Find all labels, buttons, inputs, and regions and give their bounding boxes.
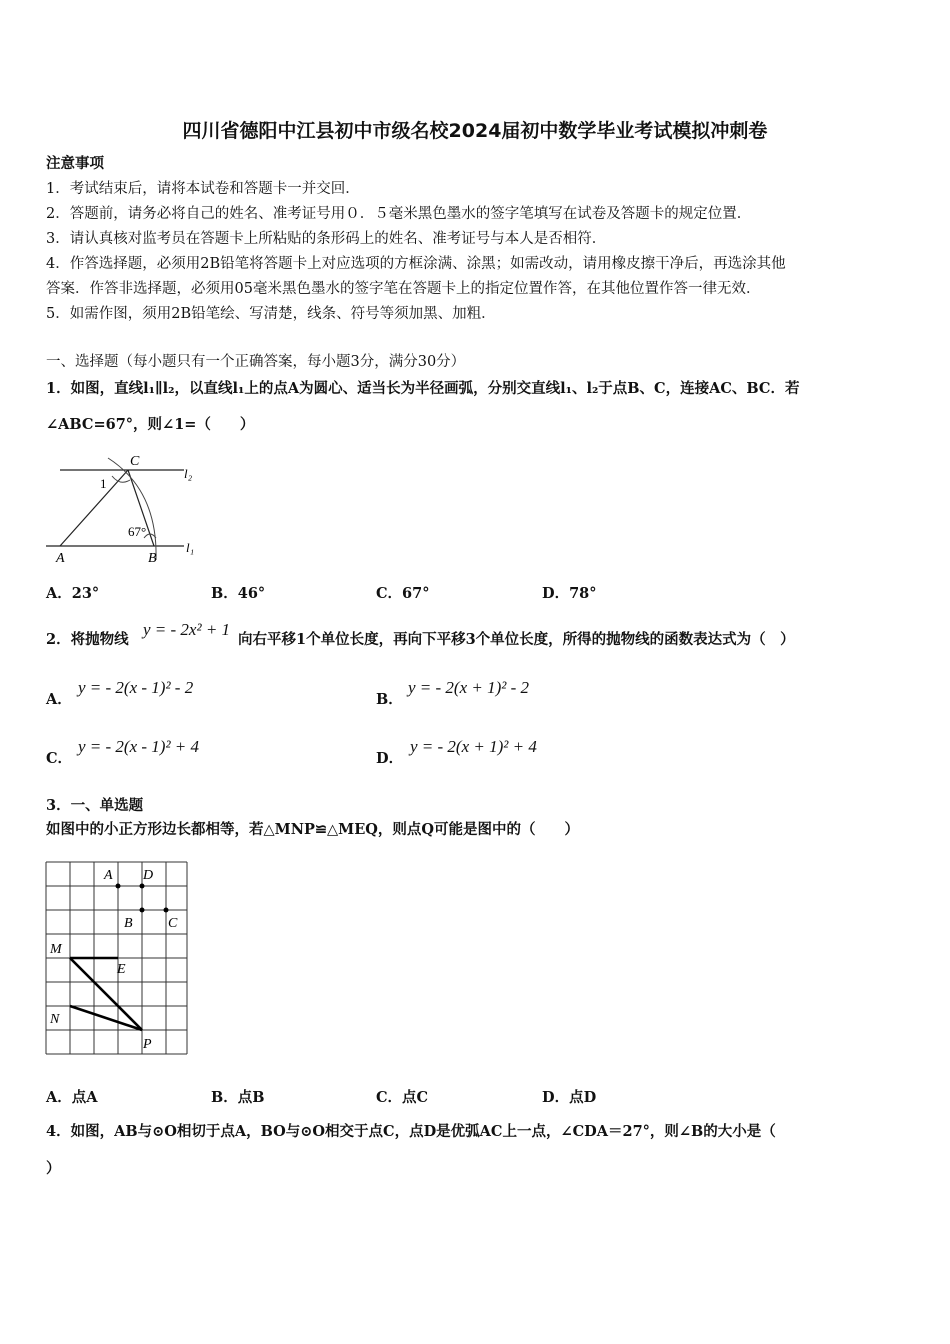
q2-option-c-label[interactable]: C． — [46, 750, 73, 767]
q2-formula: y = - 2x² + 1 — [143, 620, 231, 639]
q3-grid-figure — [44, 860, 192, 1058]
q2-option-c-expr[interactable]: y = - 2(x - 1)² + 4 — [78, 737, 200, 756]
q2-option-a-label[interactable]: A． — [46, 691, 72, 708]
q2-stem-post: 向右平移1个单位长度，再向下平移3个单位长度，所得的抛物线的函数表达式为（ ） — [238, 631, 795, 648]
label-l2: l₂ — [184, 466, 193, 481]
q2-option-d-label[interactable]: D． — [376, 750, 404, 767]
q3-heading: 3．一、单选题 — [46, 797, 144, 814]
q1-figure — [46, 450, 206, 565]
q1-stem-line1: 1．如图，直线l₁∥l₂，以直线l₁上的点A为圆心、适当长为半径画弧，分别交直线l₁、l₂于点B、C，连接AC、BC．若 — [46, 380, 800, 397]
notice-item: 3．请认真核对监考员在答题卡上所粘贴的条形码上的姓名、准考证号与本人是否相符． — [46, 231, 607, 247]
notice-item: 1．考试结束后，请将本试卷和答题卡一并交回． — [46, 181, 360, 197]
label-p: P — [143, 1037, 152, 1052]
q1-option-d[interactable]: D．78° — [542, 585, 597, 602]
q1-option-c[interactable]: C．67° — [376, 585, 430, 602]
label-a: A — [104, 868, 113, 883]
notice-item: 4．作答选择题，必须用2B铅笔将答题卡上对应选项的方框涂满、涂黑；如需改动，请用橡皮擦干净后，再选涂其他 — [46, 256, 786, 272]
label-b: B — [124, 916, 133, 931]
label-m: M — [50, 942, 62, 957]
q2-stem-pre: 2．将抛物线 — [46, 631, 129, 648]
q4-stem-line2: ） — [46, 1160, 61, 1177]
q3-option-c[interactable]: C．点C — [376, 1089, 429, 1106]
label-d: D — [143, 868, 154, 883]
label-angle-1: 1 — [100, 476, 107, 491]
q2-option-b-label[interactable]: B． — [376, 691, 403, 708]
q2-option-b-expr[interactable]: y = - 2(x + 1)² - 2 — [408, 678, 530, 697]
q2-option-a-expr[interactable]: y = - 2(x - 1)² - 2 — [78, 678, 194, 697]
q1-option-a[interactable]: A．23° — [46, 585, 100, 602]
label-b: B — [148, 551, 157, 565]
notice-item: 5．如需作图，须用2B铅笔绘、写清楚，线条、符号等须加黑、加粗． — [46, 306, 496, 322]
label-a: A — [56, 551, 65, 565]
label-l1: l₁ — [186, 540, 195, 555]
q3-option-a[interactable]: A．点A — [46, 1089, 98, 1106]
q1-stem-line2: ∠ABC=67°，则∠1=（ ） — [46, 416, 255, 433]
label-n: N — [50, 1012, 60, 1027]
notice-heading: 注意事项 — [46, 155, 104, 172]
q3-option-d[interactable]: D．点D — [542, 1089, 597, 1106]
label-c: C — [130, 454, 140, 469]
notice-item: 2．答题前，请务必将自己的姓名、准考证号用０．５毫米黑色墨水的签字笔填写在试卷及答题卡的规定位置． — [46, 206, 752, 222]
q2-option-d-expr[interactable]: y = - 2(x + 1)² + 4 — [410, 737, 537, 756]
q1-option-b[interactable]: B．46° — [211, 585, 266, 602]
label-c: C — [168, 916, 178, 931]
q4-stem-line1: 4．如图，AB与⊙O相切于点A，BO与⊙O相交于点C，点D是优弧AC上一点，∠CDA＝27°，则∠B的大小是（ — [46, 1123, 776, 1140]
section-heading: 一、选择题（每小题只有一个正确答案，每小题3分，满分30分） — [46, 354, 466, 370]
q3-option-b[interactable]: B．点B — [211, 1089, 265, 1106]
label-67-degrees: 67° — [128, 524, 147, 539]
q3-stem: 如图中的小正方形边长都相等，若△MNP≌△MEQ，则点Q可能是图中的（ ） — [46, 821, 580, 838]
page-title: 四川省德阳中江县初中市级名校2024届初中数学毕业考试模拟冲刺卷 — [182, 120, 768, 142]
notice-item: 答案．作答非选择题，必须用05毫米黑色墨水的签字笔在答题卡上的指定位置作答，在其他位置作答一律无效． — [46, 281, 761, 297]
label-e: E — [117, 962, 126, 977]
